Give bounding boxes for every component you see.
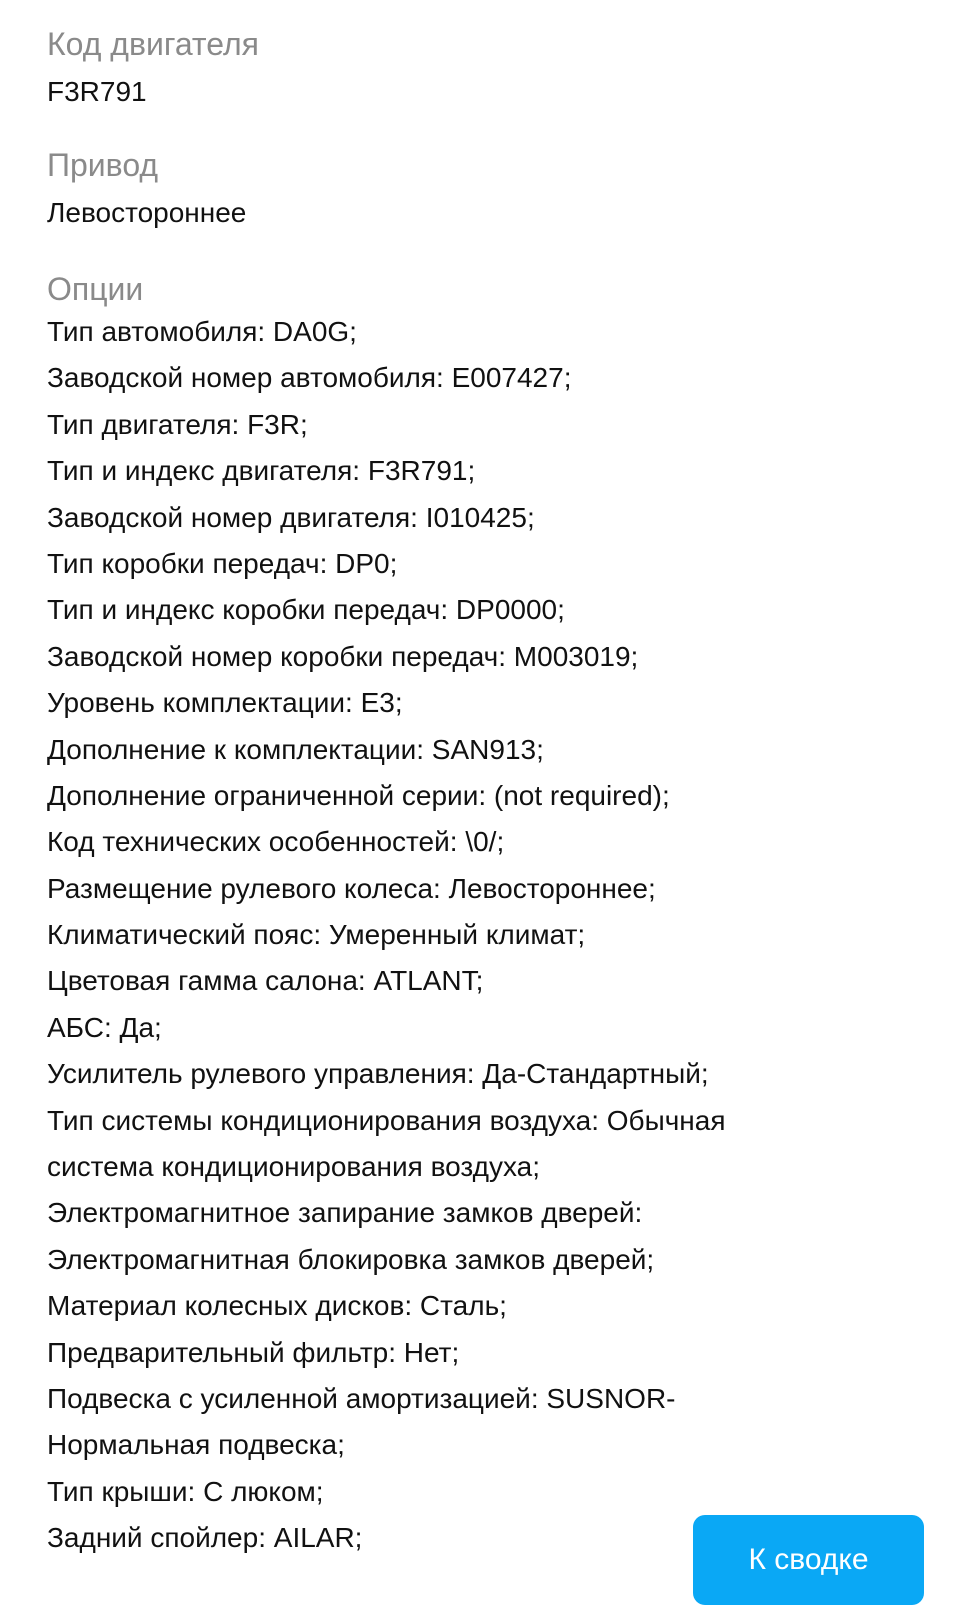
option-line: Климатический пояс: Умеренный климат; — [47, 919, 586, 951]
option-line: Цветовая гамма салона: ATLANT; — [47, 965, 484, 997]
option-line: Размещение рулевого колеса: Левостороннее; — [47, 872, 656, 904]
option-line: Предварительный фильтр: Нет; — [47, 1336, 460, 1368]
option-line: Тип и индекс коробки передач: DP0000; — [47, 594, 565, 626]
option-line: Заводской номер коробки передач: M003019; — [47, 640, 639, 672]
option-line: Электромагнитное запирание замков дверей: — [47, 1197, 643, 1229]
option-line: Задний спойлер: AILAR; — [47, 1522, 363, 1554]
drive-label: Привод — [47, 147, 159, 183]
option-line: Нормальная подвеска; — [47, 1429, 345, 1461]
option-line: Тип и индекс двигателя: F3R791; — [47, 455, 476, 487]
option-line: Заводской номер автомобиля: E007427; — [47, 362, 572, 394]
summary-button[interactable]: К сводке — [693, 1515, 924, 1605]
options-label: Опции — [47, 271, 144, 307]
option-line: Дополнение ограниченной серии: (not required); — [47, 779, 670, 811]
engine-code-value: F3R791 — [47, 76, 147, 107]
option-line: Усилитель рулевого управления: Да-Стандартный; — [47, 1058, 709, 1090]
option-line: система кондиционирования воздуха; — [47, 1151, 540, 1183]
option-line: Код технических особенностей: \0/; — [47, 826, 505, 858]
option-line: Уровень комплектации: E3; — [47, 687, 403, 719]
option-line: Электромагнитная блокировка замков дверей; — [47, 1243, 655, 1275]
option-line: Тип крыши: С люком; — [47, 1475, 324, 1507]
option-line: Заводской номер двигателя: I010425; — [47, 501, 535, 533]
engine-code-label: Код двигателя — [47, 26, 259, 62]
option-line: Материал колесных дисков: Сталь; — [47, 1290, 507, 1322]
option-line: Тип коробки передач: DP0; — [47, 547, 398, 579]
option-line: АБС: Да; — [47, 1011, 162, 1043]
option-line: Тип автомобиля: DA0G; — [47, 316, 357, 347]
drive-value: Левостороннее — [47, 197, 247, 228]
options-list — [47, 309, 927, 1562]
option-line: Тип системы кондиционирования воздуха: Обычная — [47, 1104, 726, 1136]
option-line: Тип двигателя: F3R; — [47, 408, 308, 440]
option-line: Дополнение к комплектации: SAN913; — [47, 733, 544, 765]
option-line: Подвеска с усиленной амортизацией: SUSNOR- — [47, 1382, 676, 1414]
